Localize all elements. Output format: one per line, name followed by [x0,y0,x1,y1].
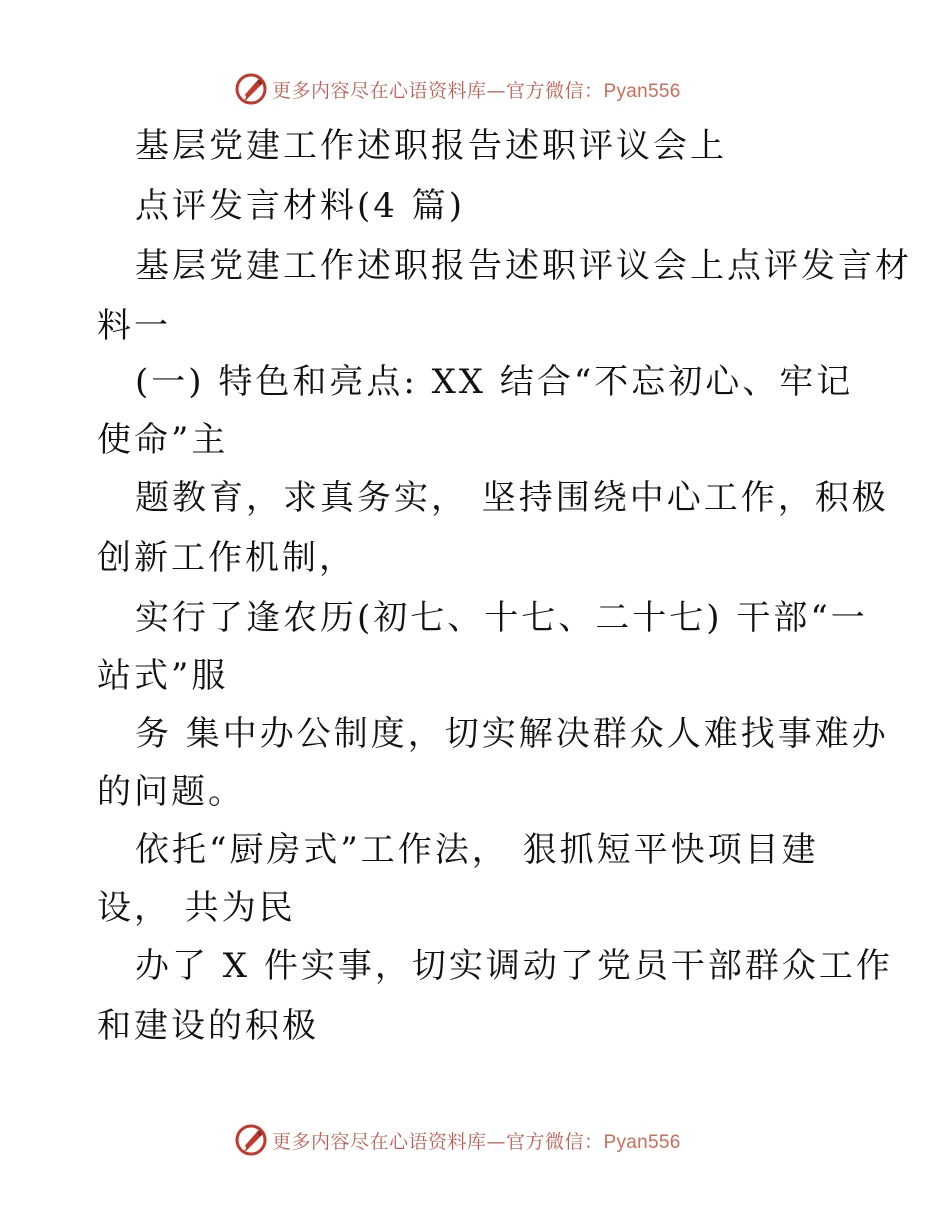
paragraph-line: 实行了逢农历(初七、十七、二十七) 干部“一 [135,598,868,638]
paragraph-line: 站式”服 [97,656,229,696]
paragraph-line: 使命”主 [97,420,229,460]
header-watermark [234,72,681,106]
paragraph-line: (一) 特色和亮点: XX 结合“不忘初心、牢记 [135,362,854,402]
paragraph-line: 务 集中办公制度，切实解决群众人难找事难办 [135,714,889,754]
paragraph-line: 基层党建工作述职报告述职评议会上点评发言材 [135,246,912,286]
watermark-slogan: 更多内容尽在心语资料库 [272,79,487,102]
watermark-separator: — [486,1130,507,1153]
watermark-contact-id: Pyan556 [603,80,681,102]
pen-seal-logo-icon [234,1123,268,1157]
paragraph-line: 题教育，求真务实， 坚持围绕中心工作，积极 [135,478,889,518]
footer-watermark [234,1123,681,1157]
watermark-separator: — [486,79,507,102]
document-title-line-2: 点评发言材料(4 篇) [135,186,465,226]
paragraph-line: 依托“厨房式”工作法， 狠抓短平快项目建 [135,830,819,870]
paragraph-line: 的问题。 [97,772,245,812]
document-title-line-1: 基层党建工作述职报告述职评议会上 [135,126,727,166]
watermark-text [272,1127,681,1154]
watermark-contact-id: Pyan556 [603,1131,681,1153]
watermark-slogan: 更多内容尽在心语资料库 [272,1130,487,1153]
paragraph-line: 办了 X 件实事，切实调动了党员干部群众工作 [135,946,893,986]
watermark-contact-label: 官方微信： [506,1130,604,1153]
paragraph-line: 和建设的积极 [97,1006,319,1046]
paragraph-line: 料一 [97,306,171,346]
pen-seal-logo-icon [234,72,268,106]
watermark-text [272,76,681,103]
paragraph-line: 设， 共为民 [97,888,296,928]
watermark-contact-label: 官方微信： [506,79,604,102]
paragraph-line: 创新工作机制， [97,538,356,578]
